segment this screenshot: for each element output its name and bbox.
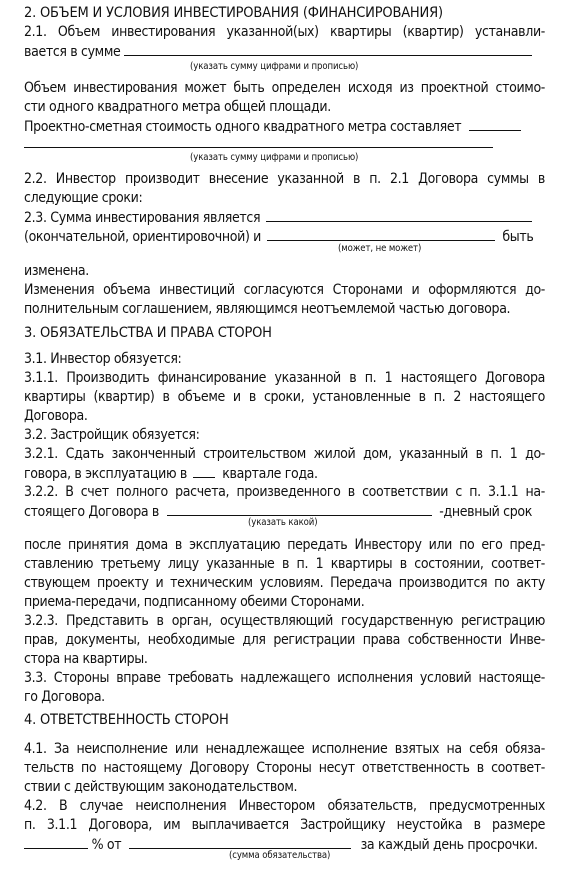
clause-3-1-1-line-2: квартиры (квартир) в объеме и в сроки, установленные в п. 2 настоящего (24, 389, 545, 405)
volume-paragraph-line-1: Объем инвестирования может быть определен исходя из проектной стоимо- (24, 80, 545, 96)
clause-3-2-2-line-3: после принятия дома в эксплуатацию передать Инвестору или по его пред- (24, 537, 545, 553)
clause-3-2-3-line-2: прав, документы, необходимые для регистрации права собственности Инве- (24, 632, 545, 648)
clause-3-2-2-line-5: ствующем проекту и техническим условиям. Передача производится по акту (24, 575, 545, 591)
cost-paragraph-line-1 (24, 117, 545, 136)
clause-4-1-line-1: 4.1. За неисполнение или ненадлежащее исполнение взятых на себя обяза- (24, 741, 545, 757)
clause-3-2-3-line-1: 3.2.3. Представить в орган, осуществляющий государственную регистрацию (24, 613, 545, 629)
clause-3-2-2-line-6: приема-передачи, подписанному обеими Сторонами. (24, 594, 365, 610)
clause-2-3-tail: быть (502, 229, 534, 245)
obligation-amount-blank (129, 835, 351, 849)
clause-3-2-1-line-1: 3.2.1. Сдать законченный строительством жилой дом, указанный в п. 1 до- (24, 446, 545, 462)
clause-3-2-1-text: говора, в эксплуатацию в (24, 466, 187, 482)
cost-per-sqm-blank-2 (24, 147, 493, 148)
changes-paragraph-line-1: Изменения объема инвестиций согласуются Сторонами и оформляются до- (24, 282, 545, 298)
investment-amount-blank (124, 42, 532, 56)
clause-3-2-2-tail: -дневный срок (439, 504, 532, 520)
section-2-heading: 2. ОБЪЕМ И УСЛОВИЯ ИНВЕСТИРОВАНИЯ (ФИНАНСИРОВАНИЯ) (24, 5, 443, 21)
clause-3-1: 3.1. Инвестор обязуется: (24, 351, 182, 367)
clause-4-2-line-1: 4.2. В случае неисполнения Инвестором обязательств, предусмотренных (24, 798, 545, 814)
clause-2-1-line-2 (24, 42, 545, 61)
cost-per-sqm-caption: (указать сумму цифрами и прописью) (190, 152, 359, 163)
may-change-blank (267, 227, 495, 241)
clause-4-1-line-3: ствии с действующим законодательством. (24, 779, 298, 795)
cost-per-sqm-blank-1 (469, 117, 521, 131)
changes-paragraph-line-2: полнительным соглашением, являющимся неотъемлемой частью договора. (24, 301, 511, 317)
clause-2-3-options-text: (окончательной, ориентировочной) и (24, 229, 262, 245)
volume-paragraph-line-2: сти одного квадратного метра общей площади. (24, 99, 331, 115)
days-term-caption: (указать какой) (248, 517, 318, 528)
clause-3-2-1-line-2 (24, 464, 545, 483)
clause-2-2-line-1: 2.2. Инвестор производит внесение указанной в п. 2.1 Договора суммы в (24, 171, 545, 187)
clause-3-2-2-line-1: 3.2.2. В счет полного расчета, произведенного в соответствии с п. 3.1.1 на- (24, 484, 545, 500)
clause-3-3-line-1: 3.3. Стороны вправе требовать надлежащего исполнения условий настояще- (24, 670, 545, 686)
clause-3-2-1-tail: квартале года. (222, 466, 318, 482)
clause-2-1-line-1: 2.1. Объем инвестирования указанной(ых) квартиры (квартир) устанавли- (24, 24, 545, 40)
quarter-blank (193, 464, 215, 478)
penalty-percent-blank (24, 835, 88, 849)
clause-4-2-tail: за каждый день просрочки. (360, 837, 538, 853)
investment-type-blank (266, 208, 532, 222)
clause-2-3-text: 2.3. Сумма инвестирования является (24, 210, 261, 226)
clause-3-2-2-text: стоящего Договора в (24, 504, 159, 520)
clause-3-2: 3.2. Застройщик обязуется: (24, 427, 200, 443)
clause-2-3-line-2 (24, 227, 545, 246)
section-3-heading: 3. ОБЯЗАТЕЛЬСТВА И ПРАВА СТОРОН (24, 325, 272, 341)
days-term-blank (167, 502, 432, 516)
clause-2-3-line-3: изменена. (24, 263, 89, 279)
clause-2-1-text: вается в сумме (24, 44, 121, 60)
clause-3-1-1-line-3: Договора. (24, 408, 88, 424)
clause-2-2-line-2: следующие сроки: (24, 190, 143, 206)
clause-3-2-2-line-4: ставлению третьему лицу указанные в п. 1 квартиры в состоянии, соответ- (24, 556, 545, 572)
investment-amount-caption: (указать сумму цифрами и прописью) (190, 61, 359, 72)
clause-3-1-1-line-1: 3.1.1. Производить финансирование указанной в п. 1 настоящего Договора (24, 370, 545, 386)
clause-4-2-line-2: п. 3.1.1 Договора, им выплачивается Застройщику неустойка в размере (24, 817, 545, 833)
cost-paragraph-text: Проектно-сметная стоимость одного квадратного метра составляет (24, 119, 462, 135)
clause-4-1-line-2: тельств по настоящему Договору Стороны несут ответственность в соответ- (24, 760, 545, 776)
obligation-amount-caption: (сумма обязательства) (229, 850, 331, 861)
clause-2-3-line-1 (24, 208, 545, 227)
section-4-heading: 4. ОТВЕТСТВЕННОСТЬ СТОРОН (24, 712, 229, 728)
clause-3-2-3-line-3: стора на квартиры. (24, 651, 148, 667)
may-change-caption: (может, не может) (338, 243, 422, 254)
penalty-percent-text: % от (91, 837, 122, 853)
clause-3-3-line-2: го Договора. (24, 689, 105, 705)
